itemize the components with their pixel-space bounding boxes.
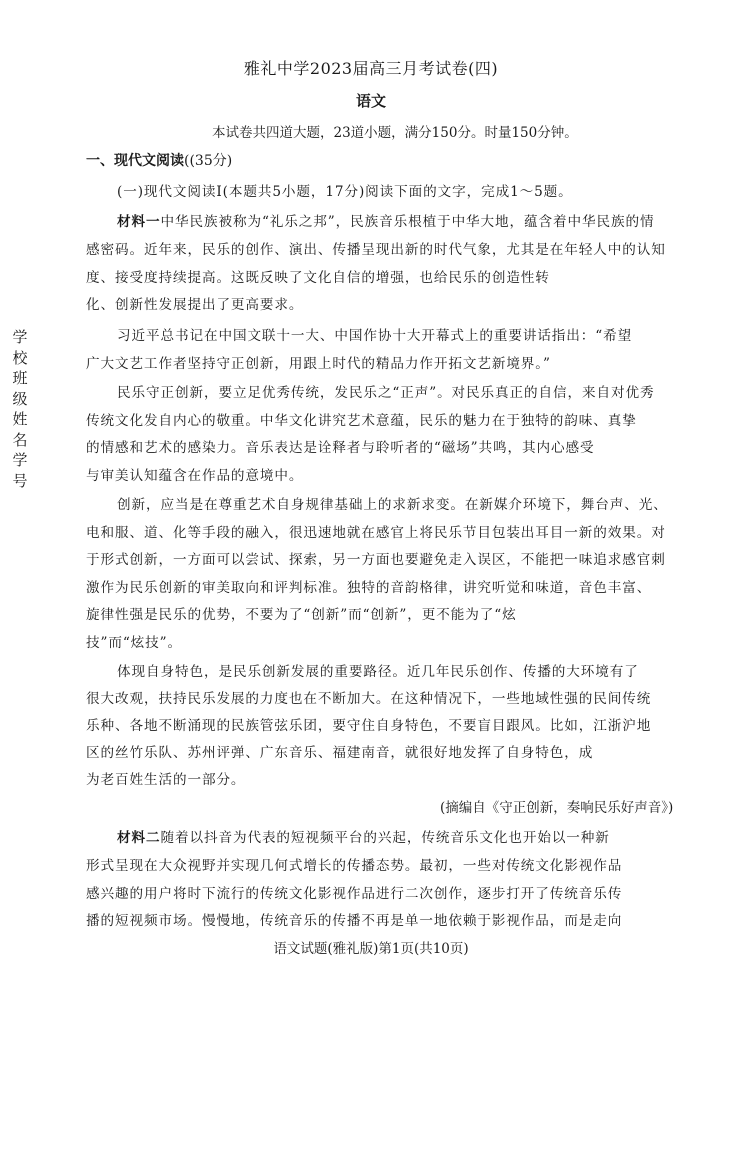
section-score: ((35分) — [184, 153, 233, 169]
page-footer: 语文试题(雅礼版)第1页(共10页) — [273, 941, 469, 957]
text-line: 民乐守正创新，要立足优秀传统，发民乐之“正声”。对民乐真正的自信，来自对优秀 — [117, 385, 655, 401]
material-label: 材料二 — [117, 830, 161, 846]
side-label: 学 — [12, 328, 28, 346]
text-line — [117, 826, 610, 846]
text-span: 中华民族被称为“礼乐之邦”，民族音乐根植于中华大地，蕴含着中华民族的情 — [160, 214, 655, 230]
text-line: (一)现代文阅读Ⅰ(本题共5小题，17分)阅读下面的文字，完成1～5题。 — [117, 184, 573, 200]
section-title: 一、现代文阅读 — [86, 153, 184, 169]
text-line: 感密码。近年来，民乐的创作、演出、传播呈现出新的时代气象，尤其是在年轻人中的认知 — [86, 242, 666, 258]
text-line: 创新，应当是在尊重艺术自身规律基础上的求新求变。在新媒介环境下，舞台声、光、 — [117, 497, 668, 513]
text-line: 感兴趣的用户将时下流行的传统文化影视作品进行二次创作，逐步打开了传统音乐传 — [86, 886, 623, 902]
side-label: 班 — [12, 369, 28, 387]
text-line: 体现自身特色，是民乐创新发展的重要路径。近几年民乐创作、传播的大环境有了 — [117, 664, 639, 680]
text-line — [117, 210, 654, 230]
text-line: 的情感和艺术的感染力。音乐表达是诠释者与聆听者的“磁场”共鸣，其内心感受 — [86, 440, 595, 456]
exam-instructions: 本试卷共四道大题，23道小题，满分150分。时量150分钟。 — [212, 125, 578, 141]
section-heading — [86, 150, 232, 170]
text-line: 传统文化发自内心的敬重。中华文化讲究艺术意蕴，民乐的魅力在于独特的韵味、真挚 — [86, 413, 637, 429]
exam-title: 雅礼中学2023届高三月考试卷(四) — [243, 59, 499, 78]
side-label: 校 — [12, 348, 28, 367]
text-line: 化、创新性发展提出了更高要求。 — [86, 297, 304, 313]
text-line: 电和服、道、化等手段的融入，很迅速地就在感官上将民乐节目包装出耳目一新的效果。对 — [86, 525, 666, 541]
subject-title: 语文 — [355, 92, 386, 110]
text-line: 习近平总书记在中国文联十一大、中国作协十大开幕式上的重要讲话指出：“希望 — [117, 328, 633, 344]
text-span: 随着以抖音为代表的短视频平台的兴起，传统音乐文化也开始以一种新 — [160, 830, 610, 846]
text-line: 技”而“炫技”。 — [86, 635, 183, 651]
text-line: 区的丝竹乐队、苏州评弹、广东音乐、福建南音，就很好地发挥了自身特色，成 — [86, 745, 594, 761]
side-label: 姓 — [12, 410, 28, 428]
side-label: 名 — [12, 430, 28, 449]
text-line: 度、接受度持续提高。这既反映了文化自信的增强，也给民乐的创造性转 — [86, 270, 550, 286]
text-line: 形式呈现在大众视野并实现几何式增长的传播态势。最初，一些对传统文化影视作品 — [86, 858, 623, 874]
side-label: 级 — [12, 389, 28, 408]
text-line: 旋律性强是民乐的优势，不要为了“创新”而“创新”，更不能为了“炫 — [86, 607, 517, 623]
side-label: 学 — [12, 451, 28, 469]
text-line: 为老百姓生活的一部分。 — [86, 772, 246, 788]
text-line: 与审美认知蕴含在作品的意境中。 — [86, 468, 304, 484]
text-line: 播的短视频市场。慢慢地，传统音乐的传播不再是单一地依赖于影视作品，而是走向 — [86, 913, 623, 929]
text-line: 很大改观，扶持民乐发展的力度也在不断加大。在这种情况下，一些地域性强的民间传统 — [86, 691, 652, 707]
material-label: 材料一 — [117, 214, 161, 230]
source-citation: (摘编自《守正创新，奏响民乐好声音》) — [440, 800, 674, 816]
side-label: 号 — [12, 471, 28, 490]
text-line: 激作为民乐创新的审美取向和评判标准。独特的音韵格律，讲究听觉和味道，音色丰富、 — [86, 580, 652, 596]
text-line: 于形式创新，一方面可以尝试、探索，另一方面也要避免走入误区，不能把一味追求感官刺 — [86, 552, 666, 568]
side-binding-labels — [10, 327, 30, 491]
text-line: 乐种、各地不断涌现的民族管弦乐团，要守住自身特色，不要盲目跟风。比如，江浙沪地 — [86, 718, 652, 734]
text-line: 广大文艺工作者坚持守正创新，用跟上时代的精品力作开拓文艺新境界。” — [86, 356, 551, 372]
